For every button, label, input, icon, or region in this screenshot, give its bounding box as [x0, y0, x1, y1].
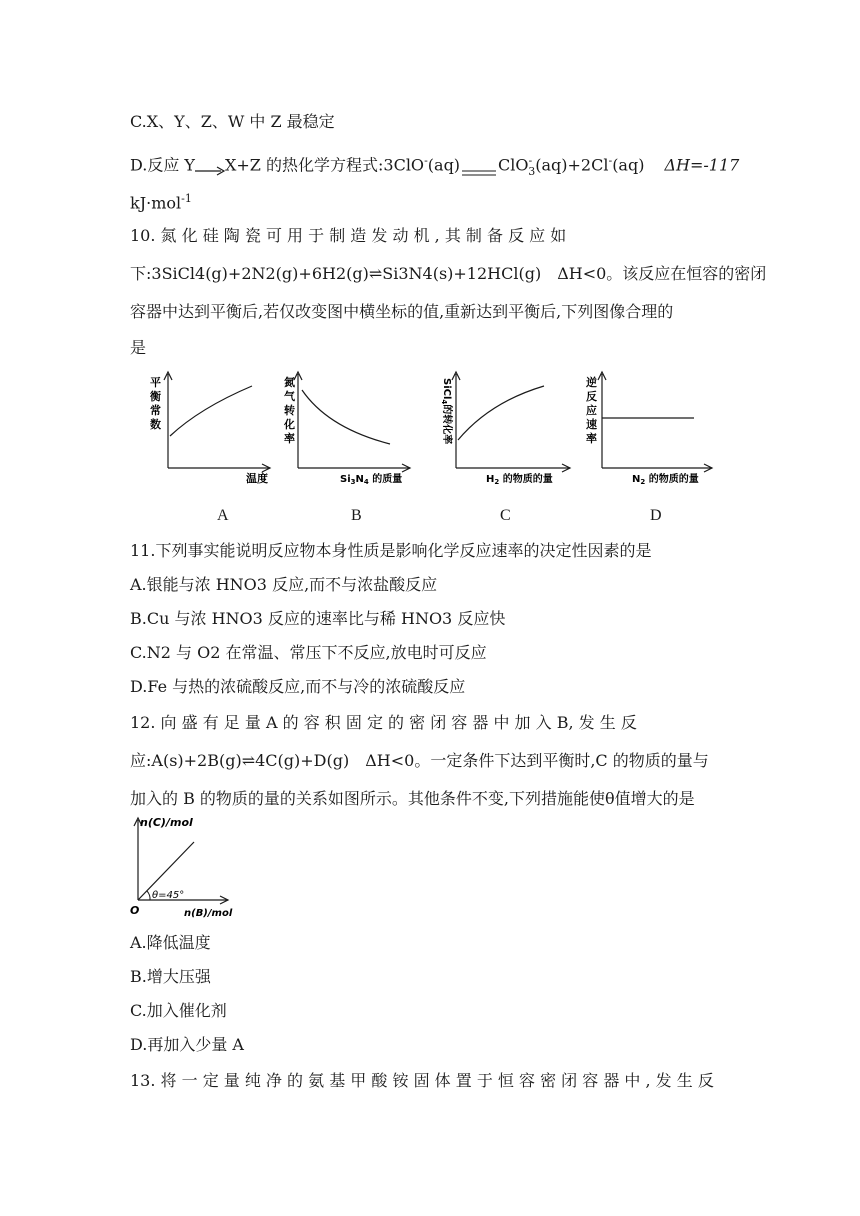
- chart-b-caption: B: [351, 507, 362, 524]
- q12-option-c: C.加入催化剂: [130, 1001, 227, 1020]
- chart-b-ylabel-5: 率: [284, 432, 295, 445]
- q10-chart-a: [140, 368, 280, 488]
- q11-option-a: A.银能与浓 HNO3 反应,而不与浓盐酸反应: [130, 575, 438, 594]
- chart-d-caption: D: [650, 507, 662, 524]
- q10-stem-line1: 10. 氮 化 硅 陶 瓷 可 用 于 制 造 发 动 机 , 其 制 备 反 应 如: [130, 226, 567, 245]
- q11-option-c: C.N2 与 O2 在常温、常压下不反应,放电时可反应: [130, 643, 487, 662]
- chart-d-ylabel-5: 率: [586, 432, 597, 445]
- chart-d-ylabel-3: 应: [586, 404, 597, 417]
- q12-angle-arc: [147, 891, 150, 900]
- chart-b-ylabel-4: 化: [284, 418, 295, 431]
- chart-a-ylabel-2: 衡: [150, 390, 161, 403]
- equilibrium-double-line: [460, 162, 498, 170]
- chart-a-ylabel-3: 常: [150, 404, 161, 417]
- chart-a-axes: [164, 372, 270, 472]
- chart-b-curve: [302, 390, 390, 444]
- q10-stem-line2: 下:3SiCl4(g)+2N2(g)+6H2(g)⇌Si3N4(s)+12HCl(g) ΔH<0。该反应在恒容的密闭: [130, 264, 767, 283]
- q12-graph-xlabel: n(B)/mol: [184, 908, 233, 919]
- chart-a-ylabel-1: 平: [150, 376, 161, 389]
- q10-chart-c: [428, 368, 578, 488]
- chart-a-xlabel: 温度: [246, 472, 268, 485]
- q12-option-a: A.降低温度: [130, 933, 211, 952]
- chart-c-curve: [458, 386, 544, 440]
- chart-d-axes: [598, 372, 712, 472]
- q9-option-d-aq: (aq): [427, 155, 461, 175]
- chart-c-caption: C: [500, 507, 511, 524]
- q11-stem: 11.下列事实能说明反应物本身性质是影响化学反应速率的决定性因素的是: [130, 541, 652, 560]
- q12-graph-ylabel: n(C)/mol: [140, 816, 193, 829]
- q9-option-d-unit: [130, 189, 192, 213]
- chart-b-ylabel-1: 氮: [284, 376, 295, 389]
- chart-c-axes: [452, 372, 570, 472]
- chart-b-ylabel-2: 气: [284, 390, 295, 403]
- chart-d-ylabel-2: 反: [586, 390, 597, 403]
- q9-option-d: D.反应 Y X+Z 的热化学方程式:3ClO-(aq) ClO-$_3$(aq)+2Cl-(aq) ΔH=-117: [130, 154, 740, 178]
- q10-chart-b: [280, 368, 420, 488]
- q9-option-c: C.X、Y、Z、W 中 Z 最稳定: [130, 112, 335, 131]
- chart-d-ylabel-1: 逆: [586, 376, 597, 389]
- chart-d-xlabel: $N_2$ 的物质的量: [632, 474, 699, 486]
- chart-b-ylabel-3: 转: [284, 404, 295, 417]
- chart-a-ylabel-4: 数: [150, 418, 161, 431]
- q12-graph: [128, 814, 238, 922]
- q12-stem-line3: 加入的 B 的物质的量的关系如图所示。其他条件不变,下列措施能使θ值增大的是: [130, 789, 695, 808]
- q9-option-d-product2-tail: (aq): [612, 155, 645, 175]
- q9-unit-text: kJ·mol: [130, 193, 182, 213]
- q11-option-b: B.Cu 与浓 HNO3 反应的速率比与稀 HNO3 反应快: [130, 609, 506, 628]
- chart-c-xlabel: $H_2$ 的物质的量: [486, 474, 553, 486]
- chart-d-ylabel-4: 速: [586, 418, 597, 431]
- chart-b-axes: [294, 372, 410, 472]
- q12-stem-line2: 应:A(s)+2B(g)⇌4C(g)+D(g) ΔH<0。一定条件下达到平衡时,C 的物质的量与: [130, 751, 709, 770]
- q10-stem-line3: 容器中达到平衡后,若仅改变图中横坐标的值,重新达到平衡后,下列图像合理的: [130, 302, 674, 321]
- chart-b-xlabel: $Si_3N_4$ 的质量: [340, 474, 403, 486]
- q12-stem-line1: 12. 向 盛 有 足 量 A 的 容 积 固 定 的 密 闭 容 器 中 加 入 B, 发 生 反: [130, 713, 637, 732]
- q9-option-d-mid: X+Z 的热化学方程式:3ClO: [225, 155, 425, 175]
- q9-option-d-product1-tail: (aq)+2Cl: [535, 155, 609, 175]
- q12-graph-angle: θ=45°: [152, 890, 185, 901]
- q9-option-d-prefix: D.反应 Y: [130, 155, 195, 175]
- q12-option-b: B.增大压强: [130, 967, 211, 986]
- q12-option-d: D.再加入少量 A: [130, 1035, 244, 1054]
- chart-a-caption: A: [217, 507, 229, 524]
- q9-option-d-product1: ClO: [498, 155, 529, 175]
- q10-stem-line4: 是: [130, 338, 147, 357]
- q10-chart-d: [582, 368, 722, 488]
- chart-c-ylabel: SiCl$_4$的转化率: [440, 378, 452, 445]
- q9-option-d-delta-h: ΔH=-117: [664, 155, 740, 175]
- q13-stem-line1: 13. 将 一 定 量 纯 净 的 氨 基 甲 酸 铵 固 体 置 于 恒 容 密 闭 容 器 中 , 发 生 反: [130, 1071, 714, 1090]
- q9-unit-sup: -1: [181, 192, 192, 205]
- right-arrow-icon: [195, 161, 225, 171]
- q12-graph-origin: O: [130, 904, 140, 917]
- q11-option-d: D.Fe 与热的浓硫酸反应,而不与冷的浓硫酸反应: [130, 677, 466, 696]
- chart-a-curve: [170, 386, 252, 436]
